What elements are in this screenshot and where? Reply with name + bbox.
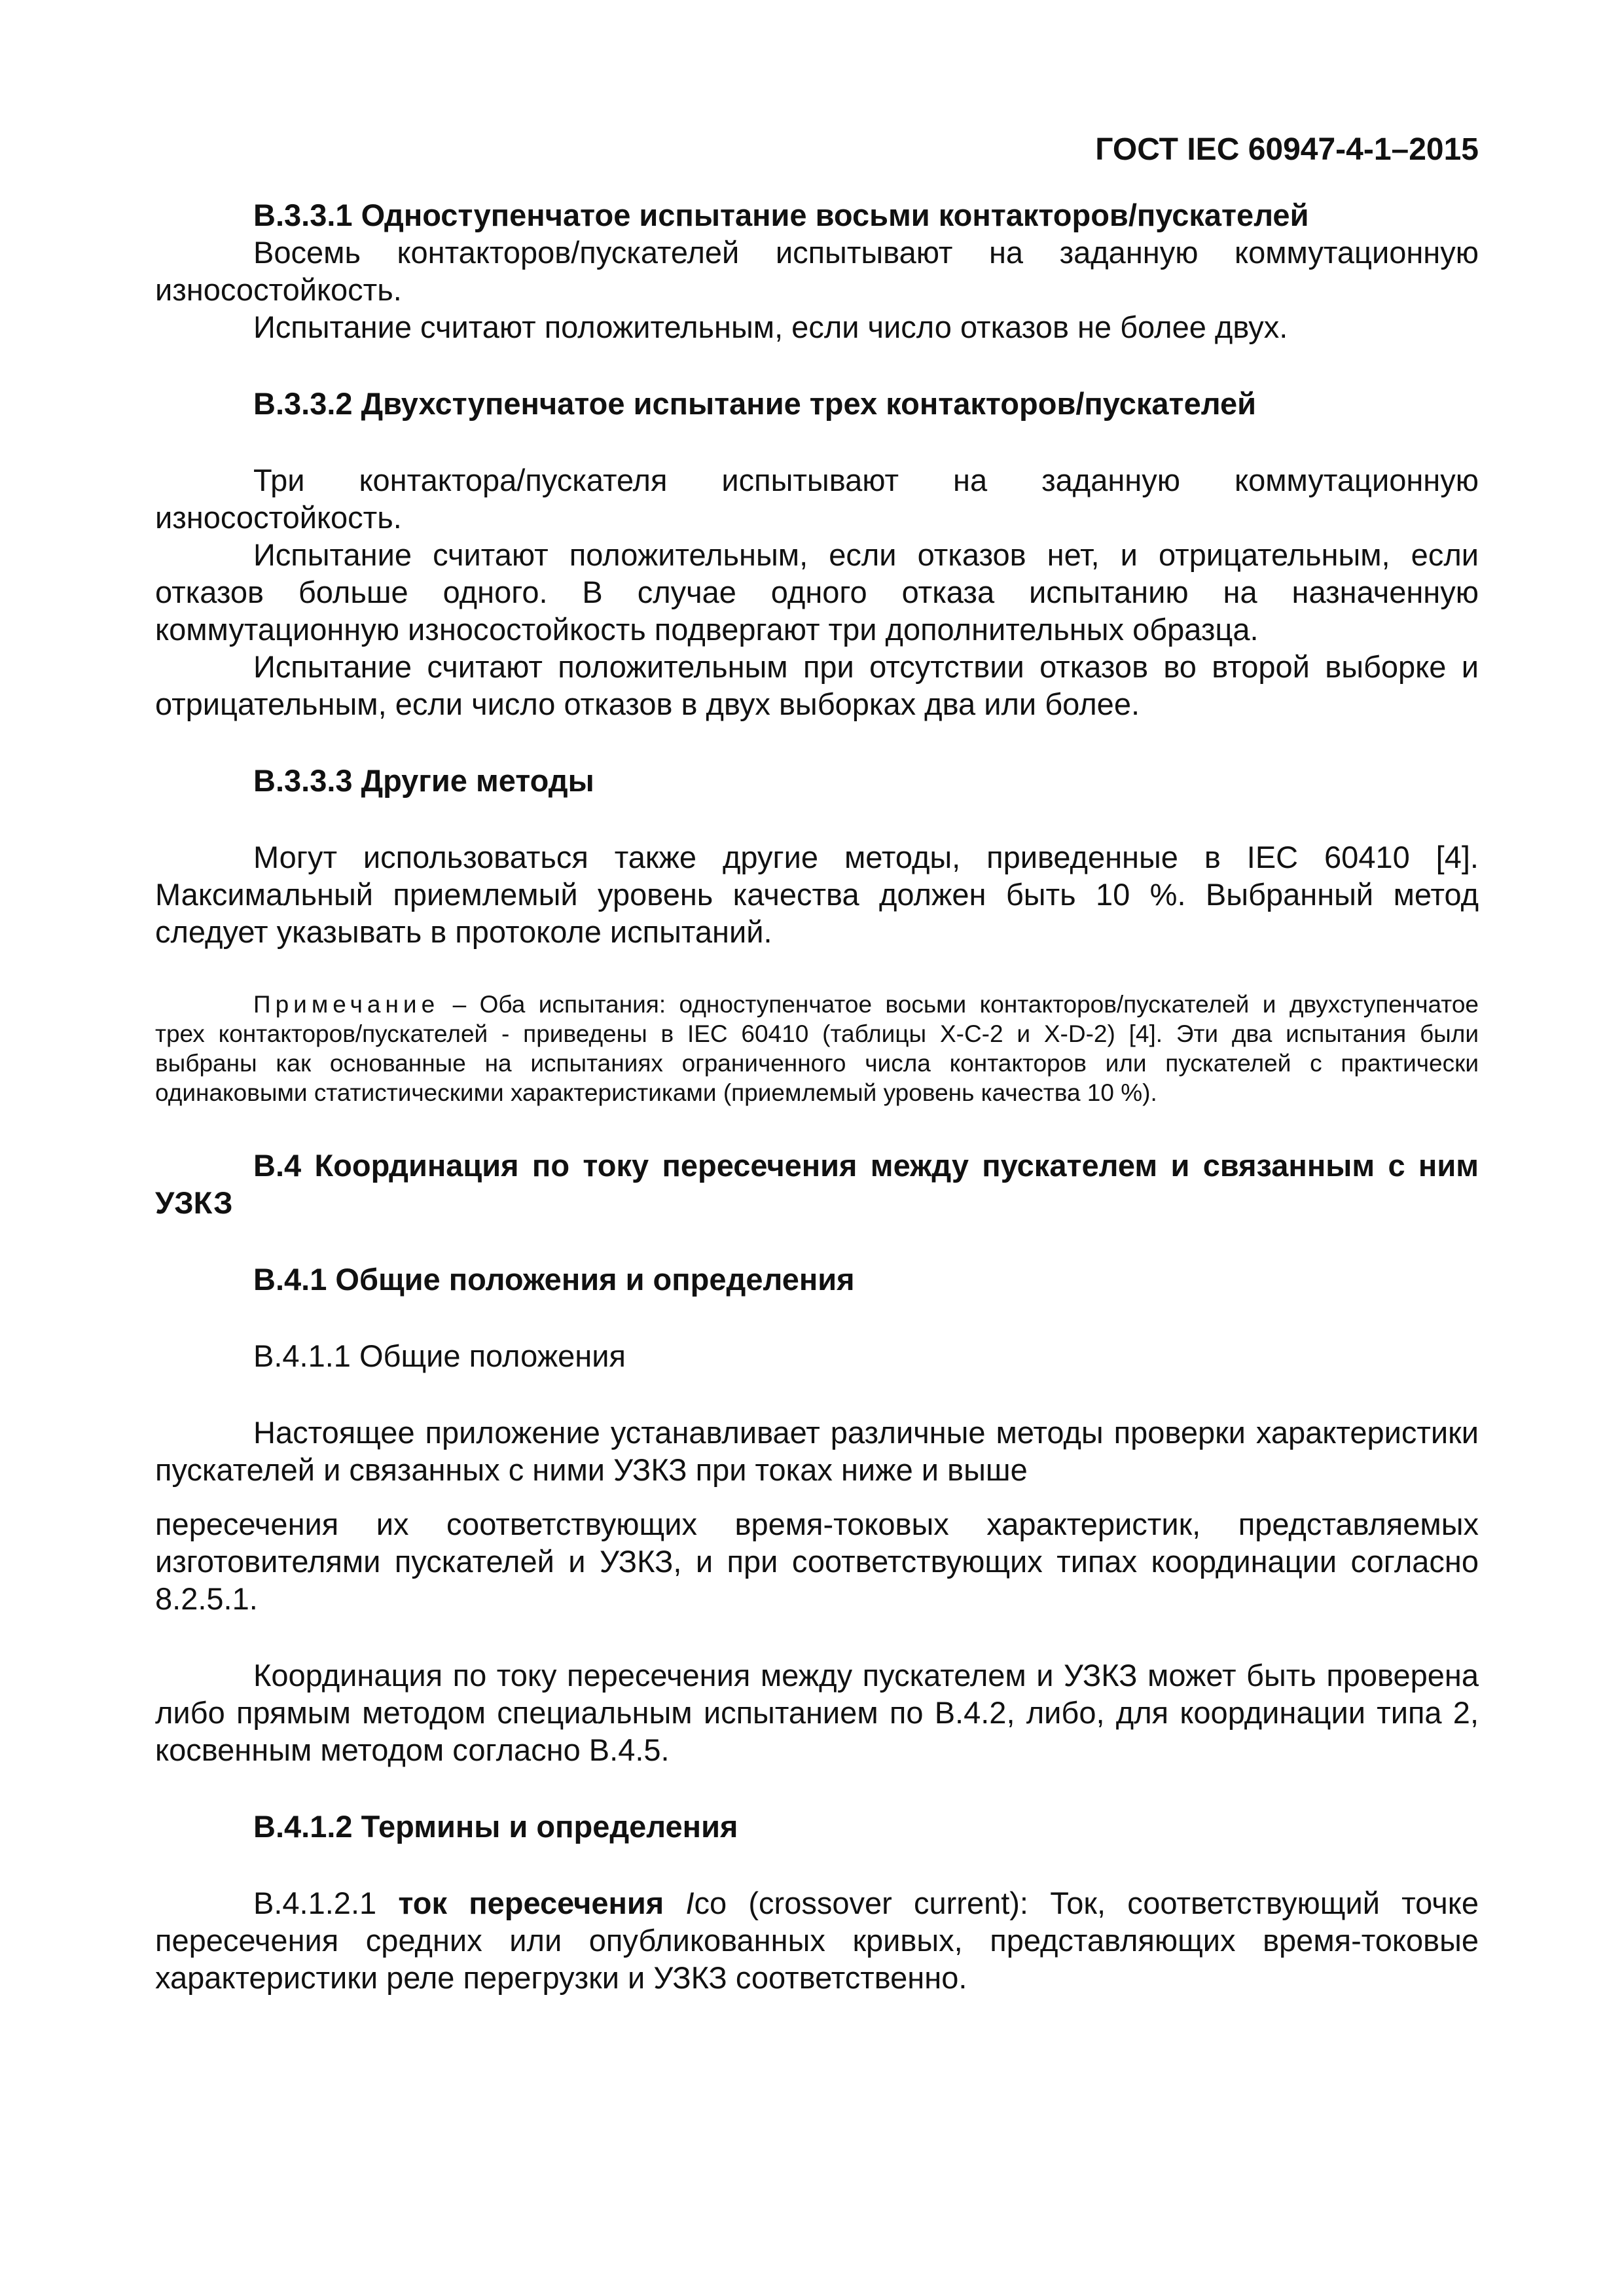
note-text: – Оба испытания: одноступенчатое восьми контакторов/пускателей и двухступенчатое трех контакторов/пускателей - приведены в IEC 60410 (таблицы X-C-2 и X-D-2) [4]. Эти два испытания были выбраны как основанные на испытаниях ограниченного числа контакторов или пускателей с практически одинаковыми статистическими характеристиками (приемлемый уровень качества 10 %). <box>155 991 1479 1106</box>
definition-text: (crossover current): Ток, соответствующий точке пересечения средних или опубликованных кривых, представляющих время-токовые характеристики реле перегрузки и УЗКЗ соответственно. <box>155 1886 1479 1995</box>
heading-b411: В.4.1.1 Общие положения <box>253 1338 626 1373</box>
document-id-header: ГОСТ IEC 60947-4-1–2015 <box>1095 132 1479 167</box>
document-body <box>155 196 1479 1996</box>
paragraph-b332-1: Три контактора/пускателя испытывают на заданную коммутационную износостойкость. <box>155 463 1479 535</box>
paragraph-b332-3: Испытание считают положительным при отсутствии отказов во второй выборке и отрицательным, если число отказов в двух выборках два или более. <box>155 649 1479 721</box>
heading-b331: В.3.3.1 Одноступенчатое испытание восьми контакторов/пускателей <box>253 198 1309 232</box>
definition-b4121 <box>155 1884 1479 1996</box>
definition-symbol-sub: co <box>694 1886 727 1920</box>
heading-b412: В.4.1.2 Термины и определения <box>253 1809 738 1844</box>
document-page <box>155 0 1479 2296</box>
paragraph-b331-1: Восемь контакторов/пускателей испытывают на заданную коммутационную износостойкость. <box>155 235 1479 307</box>
heading-b333: В.3.3.3 Другие методы <box>253 763 594 798</box>
heading-b41: В.4.1 Общие положения и определения <box>253 1262 855 1297</box>
paragraph-b411-1b: пересечения их соответствующих время-токовых характеристик, представляемых изготовителями пускателей и УЗКЗ, и при соответствующих типах координации согласно 8.2.5.1. <box>155 1507 1479 1616</box>
paragraph-b411-1a: Настоящее приложение устанавливает различные методы проверки характеристики пускателей и связанных с ними УЗКЗ при токах ниже и выше <box>155 1415 1479 1487</box>
definition-number: В.4.1.2.1 <box>253 1886 399 1920</box>
paragraph-b333-1: Могут использоваться также другие методы, приведенные в IEC 60410 [4]. Максимальный приемлемый уровень качества должен быть 10 %. Выбранный метод следует указывать в протоколе испытаний. <box>155 840 1479 949</box>
note-label: Примечание <box>253 991 440 1018</box>
heading-b332: В.3.3.2 Двухступенчатое испытание трех контакторов/пускателей <box>253 386 1256 421</box>
definition-symbol: I <box>685 1886 695 1920</box>
paragraph-b332-2: Испытание считают положительным, если отказов нет, и отрицательным, если отказов больше одного. В случае одного отказа испытанию на назначенную коммутационную износостойкость подвергают три дополнительных образца. <box>155 537 1479 647</box>
paragraph-b331-2: Испытание считают положительным, если число отказов не более двух. <box>253 310 1288 344</box>
heading-b4: В.4 Координация по току пересечения между пускателем и связанным с ним УЗКЗ <box>155 1148 1479 1220</box>
definition-term: ток пересечения <box>398 1886 664 1920</box>
paragraph-b411-2: Координация по току пересечения между пускателем и УЗКЗ может быть проверена либо прямым методом специальным испытанием по В.4.2, либо, для координации типа 2, косвенным методом согласно В.4.5. <box>155 1658 1479 1767</box>
note-block <box>155 990 1479 1107</box>
